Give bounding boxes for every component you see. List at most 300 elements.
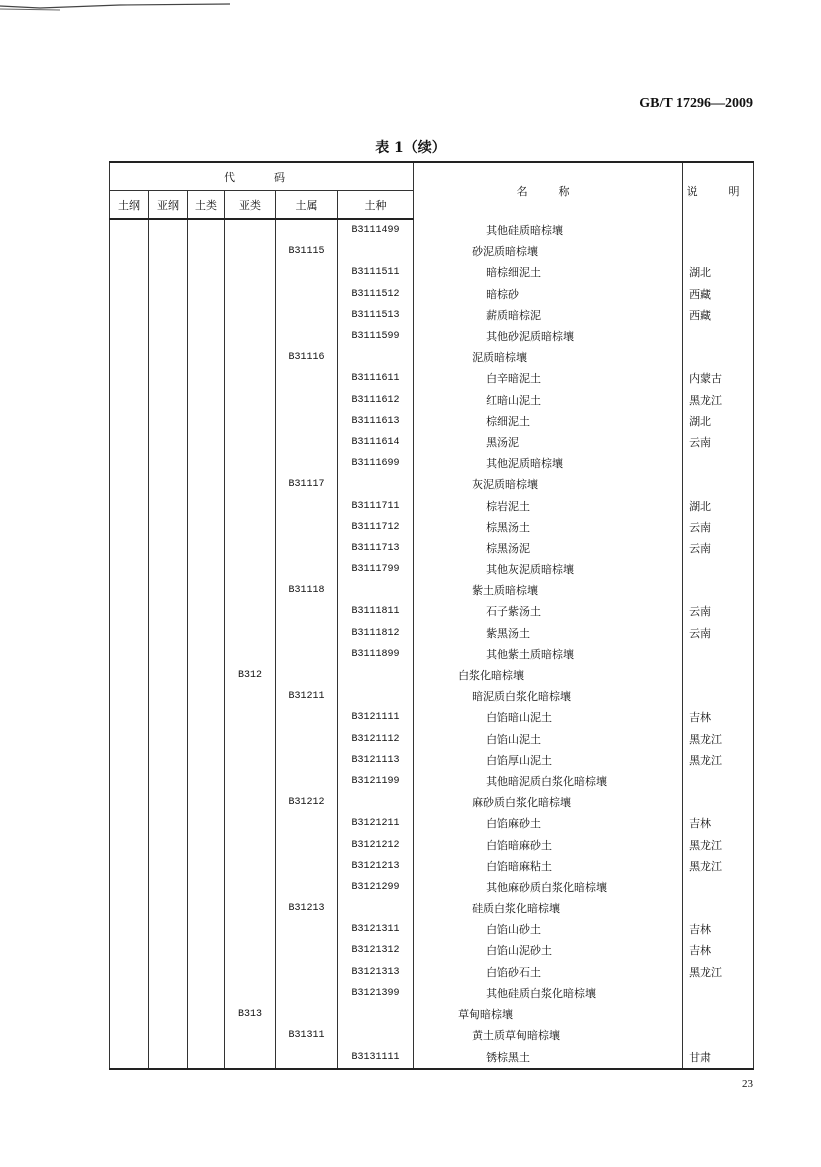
empty-cell [225,623,276,644]
name-cell: 砂泥质暗棕壤 [414,241,683,262]
table-row [110,983,754,1004]
name-cell: 黄土质草甸暗棕壤 [414,1025,683,1046]
empty-cell [110,601,149,622]
empty-cell [149,219,188,241]
empty-cell [276,707,338,728]
empty-cell [110,623,149,644]
empty-cell [110,707,149,728]
code-cell: B3111611 [338,368,414,389]
note-column-header: 说 明 [683,162,754,219]
name-cell: 其他麻砂质白浆化暗棕壤 [414,877,683,898]
note-cell [683,898,754,919]
empty-cell [225,601,276,622]
empty-cell [276,919,338,940]
code-cell: B3111713 [338,538,414,559]
empty-cell [338,347,414,368]
note-cell: 云南 [683,432,754,453]
code-cell: B3121313 [338,962,414,983]
empty-cell [225,707,276,728]
empty-cell [188,219,225,241]
empty-cell [110,284,149,305]
empty-cell [225,771,276,792]
table-row [110,919,754,940]
page-number: 23 [742,1078,753,1090]
empty-cell [149,305,188,326]
empty-cell [149,538,188,559]
name-cell: 其他砂泥质暗棕壤 [414,326,683,347]
scan-artifact-mark [0,0,230,14]
empty-cell [188,792,225,813]
standard-code: GB/T 17296—2009 [639,96,753,111]
empty-cell [149,347,188,368]
empty-cell [110,834,149,855]
table-row [110,580,754,601]
empty-cell [110,686,149,707]
table-row [110,474,754,495]
empty-cell [149,411,188,432]
name-cell: 石子紫汤土 [414,601,683,622]
empty-cell [110,559,149,580]
empty-cell [110,771,149,792]
empty-cell [276,601,338,622]
table-row [110,453,754,474]
code-cell: B3111613 [338,411,414,432]
note-cell [683,326,754,347]
note-cell: 云南 [683,623,754,644]
empty-cell [110,940,149,961]
empty-cell [149,940,188,961]
empty-cell [225,538,276,559]
code-cell: B3121211 [338,813,414,834]
empty-cell [149,771,188,792]
empty-cell [338,1004,414,1025]
code-cell: B3121212 [338,834,414,855]
empty-cell [276,432,338,453]
name-cell: 其他硅质暗棕壤 [414,219,683,241]
empty-cell [188,856,225,877]
code-cell: B3121311 [338,919,414,940]
empty-cell [149,919,188,940]
empty-cell [110,813,149,834]
code-cell: B31212 [276,792,338,813]
code-cell: B3121399 [338,983,414,1004]
name-cell: 紫黑汤土 [414,623,683,644]
empty-cell [188,729,225,750]
empty-cell [276,326,338,347]
empty-cell [276,284,338,305]
note-cell: 吉林 [683,813,754,834]
empty-cell [188,284,225,305]
empty-cell [276,665,338,686]
empty-cell [149,644,188,665]
subgroup-column-header: 亚类 [225,191,276,220]
empty-cell [110,453,149,474]
table-row [110,262,754,283]
empty-cell [225,983,276,1004]
empty-cell [188,411,225,432]
empty-cell [225,495,276,516]
name-cell: 白浆化暗棕壤 [414,665,683,686]
empty-cell [276,813,338,834]
note-cell [683,665,754,686]
empty-cell [110,877,149,898]
table-row [110,495,754,516]
empty-cell [338,241,414,262]
note-cell: 西藏 [683,305,754,326]
name-cell: 红暗山泥土 [414,390,683,411]
empty-cell [110,792,149,813]
name-cell: 白馅暗麻粘土 [414,856,683,877]
empty-cell [149,262,188,283]
empty-cell [225,856,276,877]
empty-cell [149,580,188,601]
empty-cell [110,390,149,411]
empty-cell [110,729,149,750]
code-cell: B31118 [276,580,338,601]
empty-cell [188,517,225,538]
empty-cell [149,495,188,516]
note-cell [683,559,754,580]
empty-cell [188,601,225,622]
note-cell: 黑龙江 [683,750,754,771]
empty-cell [149,368,188,389]
table-row [110,559,754,580]
empty-cell [225,559,276,580]
empty-cell [276,538,338,559]
table-row [110,940,754,961]
name-cell: 白馅砂石土 [414,962,683,983]
empty-cell [276,856,338,877]
empty-cell [225,877,276,898]
table-row [110,368,754,389]
name-cell: 暗棕细泥土 [414,262,683,283]
empty-cell [188,559,225,580]
name-cell: 白馅麻砂土 [414,813,683,834]
note-cell [683,580,754,601]
empty-cell [225,411,276,432]
note-cell [683,1025,754,1046]
note-cell: 黑龙江 [683,729,754,750]
name-cell: 棕黑汤泥 [414,538,683,559]
empty-cell [276,834,338,855]
empty-cell [110,474,149,495]
empty-cell [188,241,225,262]
empty-cell [188,453,225,474]
empty-cell [188,898,225,919]
note-cell: 黑龙江 [683,962,754,983]
empty-cell [149,453,188,474]
empty-cell [110,580,149,601]
empty-cell [225,750,276,771]
empty-cell [276,750,338,771]
empty-cell [276,368,338,389]
empty-cell [276,495,338,516]
name-cell: 白馅山砂土 [414,919,683,940]
table-row [110,1046,754,1069]
empty-cell [149,729,188,750]
table-row [110,411,754,432]
empty-cell [188,1046,225,1069]
empty-cell [276,623,338,644]
table-row [110,962,754,983]
note-cell [683,219,754,241]
code-cell: B3121113 [338,750,414,771]
empty-cell [110,919,149,940]
name-cell: 其他暗泥质白浆化暗棕壤 [414,771,683,792]
note-cell [683,644,754,665]
name-cell: 白馅暗麻砂土 [414,834,683,855]
empty-cell [225,305,276,326]
empty-cell [188,623,225,644]
note-cell [683,474,754,495]
note-cell: 云南 [683,601,754,622]
note-cell: 甘肃 [683,1046,754,1069]
table-row [110,813,754,834]
table-row [110,729,754,750]
empty-cell [276,1004,338,1025]
note-cell: 云南 [683,538,754,559]
code-cell: B3121213 [338,856,414,877]
empty-cell [276,453,338,474]
note-cell [683,877,754,898]
empty-cell [225,898,276,919]
empty-cell [110,432,149,453]
empty-cell [110,241,149,262]
note-cell [683,1004,754,1025]
empty-cell [149,877,188,898]
table-row [110,898,754,919]
empty-cell [110,665,149,686]
note-cell: 黑龙江 [683,834,754,855]
note-cell: 西藏 [683,284,754,305]
code-cell: B31311 [276,1025,338,1046]
name-cell: 棕细泥土 [414,411,683,432]
empty-cell [225,241,276,262]
note-cell: 吉林 [683,919,754,940]
empty-cell [225,432,276,453]
empty-cell [225,474,276,495]
code-cell: B3111799 [338,559,414,580]
name-column-header: 名 称 [414,162,683,219]
empty-cell [110,1025,149,1046]
note-cell [683,771,754,792]
table-row [110,1025,754,1046]
empty-cell [110,898,149,919]
table-row [110,517,754,538]
code-cell: B3121112 [338,729,414,750]
empty-cell [149,1004,188,1025]
note-cell [683,453,754,474]
code-cell: B31213 [276,898,338,919]
name-cell: 泥质暗棕壤 [414,347,683,368]
empty-cell [338,686,414,707]
empty-cell [225,834,276,855]
table-row [110,771,754,792]
empty-cell [225,580,276,601]
empty-cell [188,919,225,940]
name-cell: 棕黑汤土 [414,517,683,538]
empty-cell [110,962,149,983]
note-cell: 湖北 [683,411,754,432]
empty-cell [110,411,149,432]
code-cell: B31117 [276,474,338,495]
note-cell [683,241,754,262]
empty-cell [188,580,225,601]
empty-cell [188,983,225,1004]
empty-cell [149,834,188,855]
name-cell: 紫土质暗棕壤 [414,580,683,601]
name-cell: 薪质暗棕泥 [414,305,683,326]
empty-cell [338,580,414,601]
note-cell: 吉林 [683,940,754,961]
name-cell: 白馅厚山泥土 [414,750,683,771]
empty-cell [188,538,225,559]
empty-cell [110,644,149,665]
name-cell: 硅质白浆化暗棕壤 [414,898,683,919]
name-cell: 白馅山泥砂土 [414,940,683,961]
empty-cell [110,219,149,241]
empty-cell [188,1004,225,1025]
empty-cell [225,219,276,241]
empty-cell [110,262,149,283]
empty-cell [149,326,188,347]
empty-cell [225,326,276,347]
empty-cell [149,983,188,1004]
empty-cell [149,601,188,622]
name-cell: 其他紫土质暗棕壤 [414,644,683,665]
code-cell: B3111513 [338,305,414,326]
empty-cell [188,432,225,453]
empty-cell [149,623,188,644]
code-cell: B3111499 [338,219,414,241]
empty-cell [276,962,338,983]
note-cell: 湖北 [683,495,754,516]
empty-cell [110,538,149,559]
empty-cell [225,517,276,538]
table-row [110,877,754,898]
table-row [110,686,754,707]
code-cell: B31211 [276,686,338,707]
name-cell: 灰泥质暗棕壤 [414,474,683,495]
empty-cell [276,771,338,792]
table-row [110,305,754,326]
empty-cell [276,262,338,283]
table-row [110,834,754,855]
code-cell: B312 [225,665,276,686]
empty-cell [276,559,338,580]
empty-cell [188,262,225,283]
empty-cell [149,707,188,728]
name-cell: 白馅暗山泥土 [414,707,683,728]
empty-cell [110,1046,149,1069]
note-cell: 黑龙江 [683,856,754,877]
code-cell: B3111712 [338,517,414,538]
name-cell: 暗泥质白浆化暗棕壤 [414,686,683,707]
empty-cell [276,219,338,241]
table-row [110,326,754,347]
code-cell: B3111612 [338,390,414,411]
empty-cell [188,665,225,686]
name-cell: 棕岩泥土 [414,495,683,516]
empty-cell [149,792,188,813]
empty-cell [188,644,225,665]
code-cell: B31115 [276,241,338,262]
empty-cell [225,686,276,707]
empty-cell [338,1025,414,1046]
empty-cell [225,262,276,283]
empty-cell [276,983,338,1004]
table-row [110,665,754,686]
code-cell: B3121111 [338,707,414,728]
table-row [110,538,754,559]
empty-cell [225,729,276,750]
empty-cell [149,813,188,834]
empty-cell [149,432,188,453]
code-cell: B3111711 [338,495,414,516]
empty-cell [188,813,225,834]
empty-cell [225,813,276,834]
table-row [110,792,754,813]
code-cell: B3121312 [338,940,414,961]
note-cell: 湖北 [683,262,754,283]
empty-cell [276,940,338,961]
empty-cell [110,368,149,389]
empty-cell [188,474,225,495]
empty-cell [149,856,188,877]
empty-cell [225,453,276,474]
empty-cell [149,517,188,538]
empty-cell [276,390,338,411]
code-group-header: 代 码 [110,162,414,191]
code-cell: B31116 [276,347,338,368]
empty-cell [276,729,338,750]
empty-cell [188,347,225,368]
empty-cell [225,962,276,983]
table-row [110,750,754,771]
empty-cell [225,1025,276,1046]
note-cell: 内蒙古 [683,368,754,389]
note-cell: 吉林 [683,707,754,728]
empty-cell [149,686,188,707]
soil-classification-table [109,161,754,1070]
name-cell: 暗棕砂 [414,284,683,305]
genus-column-header: 土属 [276,191,338,220]
empty-cell [188,940,225,961]
empty-cell [188,771,225,792]
empty-cell [276,877,338,898]
empty-cell [110,983,149,1004]
code-cell: B3121199 [338,771,414,792]
name-cell: 黑汤泥 [414,432,683,453]
suborder-column-header: 亚纲 [149,191,188,220]
note-cell: 云南 [683,517,754,538]
table-row [110,707,754,728]
code-cell: B3111811 [338,601,414,622]
empty-cell [276,305,338,326]
code-cell: B3111812 [338,623,414,644]
species-column-header: 土种 [338,191,414,220]
note-cell [683,792,754,813]
empty-cell [149,898,188,919]
empty-cell [188,390,225,411]
code-cell: B3121299 [338,877,414,898]
empty-cell [276,517,338,538]
code-cell: B3111599 [338,326,414,347]
name-cell: 白辛暗泥土 [414,368,683,389]
empty-cell [188,834,225,855]
name-cell: 其他硅质白浆化暗棕壤 [414,983,683,1004]
name-cell: 其他灰泥质暗棕壤 [414,559,683,580]
